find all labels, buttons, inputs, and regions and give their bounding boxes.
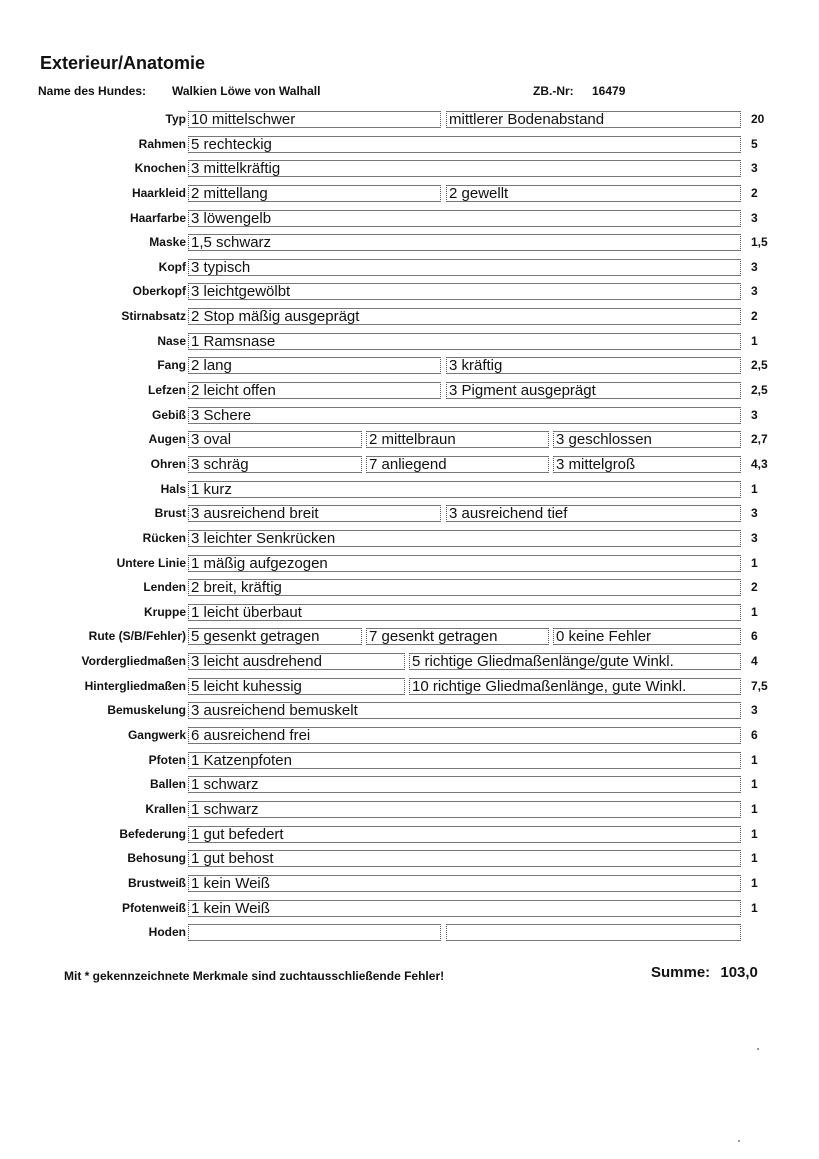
row-score: 2,5 — [751, 383, 768, 398]
row-field[interactable]: 1 gut behost — [188, 850, 741, 867]
row-field[interactable]: 3 leichtgewölbt — [188, 283, 741, 300]
row-label: Brust — [154, 506, 186, 521]
row-field[interactable]: 3 ausreichend tief — [446, 505, 741, 522]
table-row — [0, 381, 819, 406]
table-row — [0, 775, 819, 800]
table-row — [0, 184, 819, 209]
table-row — [0, 578, 819, 603]
table-row — [0, 726, 819, 751]
row-field[interactable]: 3 leicht ausdrehend — [188, 653, 405, 670]
sum-value: 103,0 — [720, 964, 758, 981]
row-label: Gangwerk — [127, 728, 186, 743]
row-field[interactable]: 1 mäßig aufgezogen — [188, 555, 741, 572]
row-score: 6 — [751, 728, 758, 743]
row-field[interactable]: 3 ausreichend bemuskelt — [188, 702, 741, 719]
row-label: Oberkopf — [132, 284, 186, 299]
row-score: 1 — [751, 777, 758, 792]
row-field[interactable]: 6 ausreichend frei — [188, 727, 741, 744]
scan-speck — [757, 1048, 759, 1050]
sum-label: Summe: — [651, 964, 711, 981]
row-label: Typ — [165, 112, 186, 126]
row-field[interactable]: 3 leichter Senkrücken — [188, 530, 741, 547]
table-row — [0, 874, 819, 899]
table-row — [0, 504, 819, 529]
row-field[interactable]: 7 anliegend — [366, 456, 549, 473]
row-label: Lenden — [143, 580, 186, 595]
row-score: 1 — [751, 555, 758, 570]
row-field[interactable]: 2 gewellt — [446, 185, 741, 202]
row-score: 3 — [751, 506, 758, 521]
row-field[interactable]: 3 typisch — [188, 259, 741, 276]
row-label: Kopf — [158, 259, 186, 274]
row-field[interactable]: 0 keine Fehler — [553, 628, 741, 645]
row-label: Untere Linie — [116, 555, 186, 570]
row-score: 1 — [751, 900, 758, 915]
table-row — [0, 677, 819, 702]
row-field[interactable]: 5 leicht kuhessig — [188, 678, 405, 695]
row-field[interactable]: 3 geschlossen — [553, 431, 741, 448]
row-score: 1 — [751, 481, 758, 496]
row-score: 2,5 — [751, 358, 768, 373]
row-score: 1 — [751, 875, 758, 890]
row-label: Hals — [160, 481, 186, 496]
dog-name-label: Name des Hundes: — [38, 84, 147, 98]
row-label: Brustweiß — [127, 875, 186, 890]
table-row — [0, 455, 819, 480]
table-row — [0, 282, 819, 307]
row-score: 20 — [751, 112, 765, 126]
row-score: 1 — [751, 826, 758, 841]
table-row — [0, 652, 819, 677]
row-field[interactable]: 3 oval — [188, 431, 362, 448]
table-row — [0, 159, 819, 184]
row-field[interactable]: 3 mittelgroß — [553, 456, 741, 473]
row-label: Hintergliedmaßen — [84, 678, 186, 693]
row-field[interactable]: 3 mittelkräftig — [188, 160, 741, 177]
row-field[interactable]: 2 Stop mäßig ausgeprägt — [188, 308, 741, 325]
row-field[interactable]: 1 leicht überbaut — [188, 604, 741, 621]
row-label: Ohren — [150, 456, 186, 471]
row-field[interactable]: 2 breit, kräftig — [188, 579, 741, 596]
table-row — [0, 307, 819, 332]
dog-name: Walkien Löwe von Walhall — [172, 84, 321, 98]
row-score: 3 — [751, 284, 758, 299]
table-row — [0, 209, 819, 234]
row-field[interactable] — [188, 924, 441, 941]
table-row — [0, 332, 819, 357]
table-row — [0, 233, 819, 258]
row-field[interactable]: 3 Pigment ausgeprägt — [446, 382, 741, 399]
row-field[interactable]: 3 ausreichend breit — [188, 505, 441, 522]
row-field[interactable]: 1,5 schwarz — [188, 234, 741, 251]
table-row — [0, 825, 819, 850]
row-field[interactable]: 10 richtige Gliedmaßenlänge, gute Winkl. — [409, 678, 741, 695]
table-row — [0, 751, 819, 776]
row-field[interactable] — [446, 924, 741, 941]
row-label: Lefzen — [147, 383, 186, 398]
row-score: 2,7 — [751, 432, 768, 447]
table-row — [0, 480, 819, 505]
row-score: 1 — [751, 752, 758, 767]
table-row — [0, 529, 819, 554]
row-field[interactable]: 2 mittellang — [188, 185, 441, 202]
row-field[interactable]: 1 Katzenpfoten — [188, 752, 741, 769]
row-score: 1 — [751, 333, 758, 348]
row-label: Haarfarbe — [129, 210, 186, 225]
row-score: 7,5 — [751, 678, 768, 693]
scan-speck — [738, 1140, 740, 1142]
row-label: Rute (S/B/Fehler) — [88, 629, 186, 644]
row-field[interactable]: 5 gesenkt getragen — [188, 628, 362, 645]
row-score: 1 — [751, 604, 758, 619]
page-title: Exterieur/Anatomie — [40, 53, 206, 73]
row-score: 5 — [751, 136, 758, 151]
row-score: 3 — [751, 210, 758, 225]
row-score: 6 — [751, 629, 758, 644]
row-field[interactable]: 5 rechteckig — [188, 136, 741, 153]
assessment-table — [0, 110, 819, 948]
row-score: 2 — [751, 309, 758, 324]
row-score: 3 — [751, 530, 758, 545]
row-score: 4 — [751, 654, 758, 669]
row-field[interactable]: 3 schräg — [188, 456, 362, 473]
row-field[interactable]: 1 schwarz — [188, 801, 741, 818]
row-score: 3 — [751, 161, 758, 176]
table-row — [0, 849, 819, 874]
table-row — [0, 627, 819, 652]
table-row — [0, 356, 819, 381]
table-row — [0, 899, 819, 924]
row-label: Maske — [149, 235, 186, 250]
row-score: 2 — [751, 580, 758, 595]
table-row — [0, 554, 819, 579]
row-label: Stirnabsatz — [121, 309, 186, 324]
row-label: Augen — [148, 432, 186, 447]
row-field[interactable]: 1 Ramsnase — [188, 333, 741, 350]
row-score: 3 — [751, 259, 758, 274]
row-label: Gebiß — [151, 407, 186, 422]
zb-number: 16479 — [592, 84, 626, 98]
table-row — [0, 406, 819, 431]
row-label: Hoden — [148, 925, 186, 940]
row-field[interactable]: mittlerer Bodenabstand — [446, 111, 741, 128]
zb-number-label: ZB.-Nr: — [533, 84, 574, 98]
row-label: Krallen — [145, 801, 186, 816]
row-label: Bemuskelung — [107, 703, 186, 718]
row-label: Rahmen — [138, 136, 186, 151]
row-field[interactable]: 5 richtige Gliedmaßenlänge/gute Winkl. — [409, 653, 741, 670]
row-field[interactable]: 1 kein Weiß — [188, 900, 741, 917]
table-row — [0, 923, 819, 948]
row-field[interactable]: 1 kurz — [188, 481, 741, 498]
table-row — [0, 701, 819, 726]
row-field[interactable]: 3 Schere — [188, 407, 741, 424]
row-score: 1 — [751, 801, 758, 816]
table-row — [0, 110, 819, 135]
row-field[interactable]: 1 gut befedert — [188, 826, 741, 843]
row-label: Fang — [157, 358, 186, 373]
row-field[interactable]: 2 lang — [188, 357, 441, 374]
table-row — [0, 430, 819, 455]
row-score: 1 — [751, 851, 758, 866]
row-label: Rücken — [142, 530, 186, 545]
table-row — [0, 258, 819, 283]
row-field[interactable]: 2 mittelbraun — [366, 431, 549, 448]
row-score: 3 — [751, 703, 758, 718]
row-score: 3 — [751, 407, 758, 422]
row-label: Haarkleid — [131, 185, 186, 200]
sum-total — [651, 964, 758, 981]
table-row — [0, 800, 819, 825]
row-label: Knochen — [134, 161, 186, 176]
row-label: Befederung — [119, 826, 186, 841]
footer-note: Mit * gekennzeichnete Merkmale sind zuchtausschließende Fehler! — [64, 969, 445, 983]
row-label: Behosung — [127, 851, 186, 866]
row-field[interactable]: 10 mittelschwer — [188, 111, 441, 128]
row-label: Kruppe — [144, 604, 186, 619]
row-score: 2 — [751, 185, 758, 200]
row-label: Pfotenweiß — [121, 900, 186, 915]
row-field[interactable]: 3 löwengelb — [188, 210, 741, 227]
table-row — [0, 135, 819, 160]
table-row — [0, 603, 819, 628]
row-field[interactable]: 2 leicht offen — [188, 382, 441, 399]
row-label: Vordergliedmaßen — [81, 654, 186, 669]
row-field[interactable]: 3 kräftig — [446, 357, 741, 374]
row-label: Ballen — [149, 777, 186, 792]
row-field[interactable]: 1 schwarz — [188, 776, 741, 793]
row-field[interactable]: 7 gesenkt getragen — [366, 628, 549, 645]
row-label: Pfoten — [148, 752, 186, 767]
row-score: 4,3 — [751, 456, 768, 471]
row-field[interactable]: 1 kein Weiß — [188, 875, 741, 892]
row-label: Nase — [157, 333, 186, 348]
row-score: 1,5 — [751, 235, 768, 250]
